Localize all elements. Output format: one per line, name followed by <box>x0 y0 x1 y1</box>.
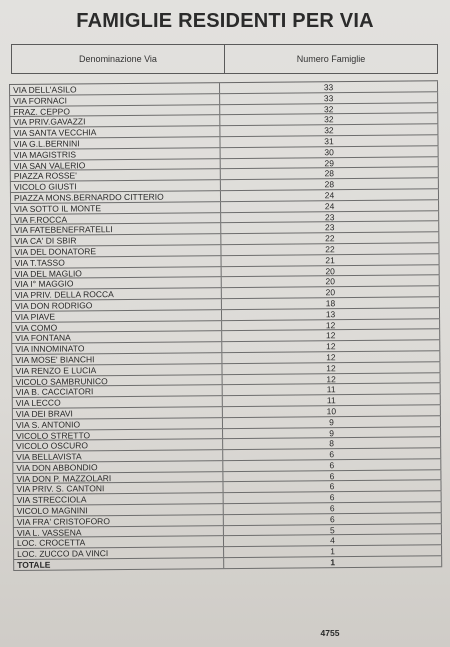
families-count-cell: 12 <box>222 362 440 374</box>
street-name-cell: VIA PRIV. DELLA ROCCA <box>11 288 222 300</box>
street-name-cell: VIA MAGISTRIS <box>10 148 221 160</box>
families-count-cell: 6 <box>223 470 441 482</box>
families-count-cell: 12 <box>222 351 440 363</box>
street-name-cell: VIA SAN VALERIO <box>10 159 221 171</box>
street-name-cell: FRAZ. CEPPO <box>9 105 220 117</box>
street-name-cell: VIA DON RODRIGO <box>11 299 222 311</box>
families-count-cell: 12 <box>222 319 440 331</box>
street-name-cell: VIA RENZO E LUCIA <box>11 364 222 376</box>
families-count-cell: 32 <box>220 124 438 136</box>
street-name-cell: VIA SOTTO IL MONTE <box>10 202 221 214</box>
families-count-cell: 13 <box>222 308 440 320</box>
street-name-cell: VIA CA' DI SBIR <box>10 234 221 246</box>
street-name-cell: VIA MOSE' BIANCHI <box>11 353 222 365</box>
families-count-cell: 30 <box>221 146 439 158</box>
families-count-cell: 24 <box>221 200 439 212</box>
street-name-cell: VICOLO MAGNINI <box>13 504 224 516</box>
families-count-cell: 22 <box>221 243 439 255</box>
families-count-cell: 12 <box>223 373 441 385</box>
street-name-cell: PIAZZA ROSSE' <box>10 170 221 182</box>
street-name-cell: VIA DEL MAGLIO <box>11 267 222 279</box>
street-name-cell: VICOLO GIUSTI <box>10 180 221 192</box>
document-title: FAMIGLIE RESIDENTI PER VIA <box>76 10 374 32</box>
families-count-cell: 24 <box>221 189 439 201</box>
street-name-cell: VIA PIAVE <box>11 310 222 322</box>
families-count-cell: 6 <box>224 492 442 504</box>
families-count-cell: 4 <box>224 535 442 547</box>
families-count-cell: 33 <box>220 81 438 93</box>
street-name-cell: VICOLO STRETTO <box>12 429 223 441</box>
street-name-cell: VIA FATEBENEFRATELLI <box>10 224 221 236</box>
families-count-cell: 29 <box>221 157 439 169</box>
street-name-cell: VIA PRIV.GAVAZZI <box>9 116 220 128</box>
families-count-cell: 6 <box>223 448 441 460</box>
families-count-cell: 1 <box>224 556 442 568</box>
street-name-cell: VIA FRA' CRISTOFORO <box>13 515 224 527</box>
street-name-cell: VIA S. ANTONIO <box>12 418 223 430</box>
street-name-cell: VIA DELL'ASILO <box>9 83 220 95</box>
families-count-cell: 9 <box>223 427 441 439</box>
street-name-cell: VIA DON P. MAZZOLARI <box>12 472 223 484</box>
street-name-cell: VIA STRECCIOLA <box>13 493 224 505</box>
street-name-cell: VIA DON ABBONDIO <box>12 461 223 473</box>
families-count-cell: 32 <box>220 114 438 126</box>
street-name-cell: VIA BELLAVISTA <box>12 450 223 462</box>
street-name-cell: VIA SANTA VECCHIA <box>9 126 220 138</box>
street-name-cell: VIA LECCO <box>12 396 223 408</box>
street-name-cell: VIA B. CACCIATORI <box>12 385 223 397</box>
families-count-cell: 11 <box>223 394 441 406</box>
families-count-cell: 1 <box>224 546 442 558</box>
streets-table <box>9 80 442 571</box>
street-name-cell: VIA COMO <box>11 321 222 333</box>
families-count-cell: 32 <box>220 103 438 115</box>
families-count-cell: 20 <box>222 265 440 277</box>
street-name-cell: VIA L. VASSENA <box>13 526 224 538</box>
families-count-cell: 33 <box>220 92 438 104</box>
families-count-cell: 10 <box>223 405 441 417</box>
families-count-cell: 6 <box>224 502 442 514</box>
families-count-cell: 11 <box>223 384 441 396</box>
column-header-families: Numero Famiglie <box>296 54 366 64</box>
street-name-cell: VIA FONTANA <box>11 331 222 343</box>
street-name-cell: TOTALE <box>13 558 224 570</box>
street-name-cell: VIA DEL DONATORE <box>10 245 221 257</box>
street-name-cell: VIA DEI BRAVI <box>12 407 223 419</box>
families-count-cell: 21 <box>222 254 440 266</box>
street-name-cell: VIA INNOMINATO <box>11 342 222 354</box>
families-count-cell: 6 <box>223 459 441 471</box>
families-count-cell: 20 <box>222 286 440 298</box>
families-count-cell: 28 <box>221 178 439 190</box>
street-name-cell: VICOLO OSCURO <box>12 439 223 451</box>
street-name-cell: PIAZZA MONS.BERNARDO CITTERIO <box>10 191 221 203</box>
families-count-cell: 22 <box>221 232 439 244</box>
families-count-cell: 28 <box>221 168 439 180</box>
families-count-cell: 6 <box>223 481 441 493</box>
families-count-cell: 12 <box>222 340 440 352</box>
street-name-cell: VIA T.TASSO <box>11 256 222 268</box>
column-header-street: Denominazione Via <box>12 45 225 73</box>
families-count-cell: 18 <box>222 297 440 309</box>
families-count-cell: 5 <box>224 524 442 536</box>
street-name-cell: LOC. CROCETTA <box>13 537 224 549</box>
families-count-cell: 6 <box>224 513 442 525</box>
families-count-cell: 31 <box>220 135 438 147</box>
grand-total: 4755 <box>320 628 340 638</box>
families-count-cell: 23 <box>221 211 439 223</box>
street-name-cell: VIA PRIV. S. CANTONI <box>12 483 223 495</box>
families-count-cell: 12 <box>222 330 440 342</box>
street-name-cell: VIA G.L.BERNINI <box>9 137 220 149</box>
street-name-cell: VIA F.ROCCA <box>10 213 221 225</box>
street-name-cell: LOC. ZUCCO DA VINCI <box>13 547 224 559</box>
families-count-cell: 8 <box>223 438 441 450</box>
families-count-cell: 23 <box>221 222 439 234</box>
street-name-cell: VIA FORNACI <box>9 94 220 106</box>
street-name-cell: VICOLO SAMBRUNICO <box>12 375 223 387</box>
families-count-cell: 9 <box>223 416 441 428</box>
street-name-cell: VIA I° MAGGIO <box>11 277 222 289</box>
table-header <box>11 44 438 74</box>
families-count-cell: 20 <box>222 276 440 288</box>
